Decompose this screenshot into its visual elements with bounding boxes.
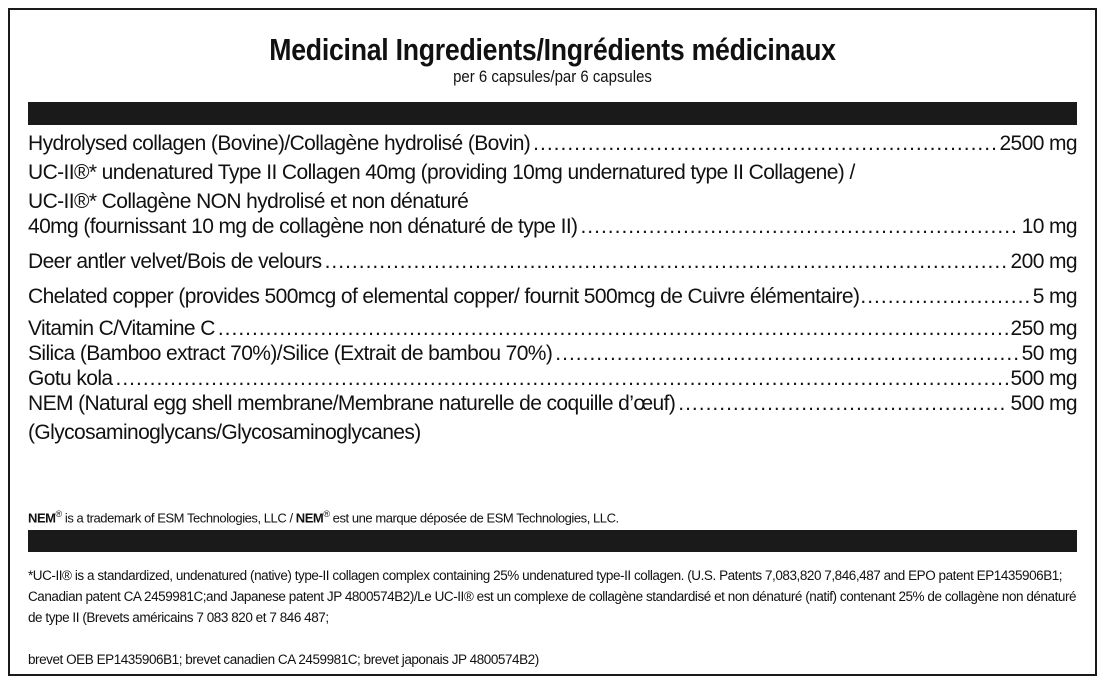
ingredient-row [28, 214, 1077, 239]
trademark-text-en: is a trademark of ESM Technologies, LLC / [61, 510, 296, 526]
ingredient-row [28, 249, 1077, 274]
ingredient-name: NEM (Natural egg shell membrane/Membrane naturelle de coquille d’œuf) [28, 392, 676, 415]
dot-leader [555, 341, 1018, 366]
ingredient-amount: 5 mg [1032, 285, 1077, 308]
dot-leader [116, 366, 1008, 391]
patent-footnote: *UC-II® is a standardized, undenatured (native) type-II collagen complex containing 25% undenatured type-II collagen. (U.S. Patents 7,083,820 7,846,487 and EPO patent EP1435906B1; Canadian patent CA 2459981C;and Japanese patent JP 4800574B2)/Le UC-II® est un complexe de collagène standardisé et non dénaturé (natif) contenant 25% de collagène non dénaturé de type II (Brevets américains 7 083 820 et 7 846 487; [28, 568, 1077, 625]
bottom-divider-bar [28, 530, 1077, 552]
ingredient-description-line: UC-II®* undenatured Type II Collagen 40mg (providing 10mg undernatured type II Collagene) / [28, 161, 855, 184]
ingredient-name: Gotu kola [28, 367, 113, 390]
supplement-facts-panel [8, 8, 1097, 676]
ingredient-name: 40mg (fournissant 10 mg de collagène non dénaturé de type II) [28, 215, 578, 238]
ingredient-row [28, 316, 1077, 341]
ingredient-amount: 500 mg [1010, 367, 1077, 390]
dot-leader [580, 214, 1018, 239]
ingredient-amount: 200 mg [1010, 250, 1077, 273]
trademark-text-fr: est une marque déposée de ESM Technologies, LLC. [329, 510, 619, 526]
panel-title: Medicinal Ingredients/Ingrédients médicinaux [269, 32, 836, 67]
ingredient-row [28, 366, 1077, 391]
ingredient-amount: 250 mg [1010, 317, 1077, 340]
ingredient-amount: 50 mg [1021, 342, 1077, 365]
ingredient-name: Deer antler velvet/Bois de velours [28, 250, 322, 273]
ingredient-description-line: UC-II®* Collagène NON hydrolisé et non dénaturé [28, 190, 469, 213]
dot-leader [860, 284, 1031, 309]
ingredient-amount: 2500 mg [999, 132, 1077, 155]
trademark-notice [28, 506, 1077, 526]
ingredient-row [28, 284, 1077, 309]
ingredient-row [28, 341, 1077, 366]
registered-mark: ® [323, 509, 330, 519]
ingredient-name: Hydrolysed collagen (Bovine)/Collagène hydrolisé (Bovin) [28, 132, 531, 155]
dot-leader [325, 249, 1008, 274]
ingredient-list [28, 131, 1077, 445]
dot-leader [678, 391, 1007, 416]
panel-subtitle: per 6 capsules/par 6 capsules [453, 67, 652, 86]
dot-leader [533, 131, 996, 156]
ingredient-description-line: (Glycosaminoglycans/Glycosaminoglycanes) [28, 421, 421, 444]
ingredient-name: Chelated copper (provides 500mcg of elemental copper/ fournit 500mcg de Cuivre élémentaire) [28, 285, 860, 308]
ingredient-row [28, 131, 1077, 156]
trademark-brand: NEM [28, 510, 56, 526]
ingredient-amount: 10 mg [1021, 215, 1077, 238]
trademark-brand: NEM [295, 510, 324, 526]
dot-leader [218, 316, 1008, 341]
ingredient-name: Vitamin C/Vitamine C [28, 317, 215, 340]
ingredient-amount: 500 mg [1010, 392, 1077, 415]
top-divider-bar [28, 102, 1077, 125]
patent-footnote-last-line: brevet OEB EP1435906B1; brevet canadien CA 2459981C; brevet japonais JP 4800574B2) [28, 652, 539, 667]
ingredient-name: Silica (Bamboo extract 70%)/Silice (Extrait de bambou 70%) [28, 342, 553, 365]
panel-header [10, 32, 1095, 86]
ingredient-row [28, 391, 1077, 416]
registered-mark: ® [55, 509, 62, 519]
